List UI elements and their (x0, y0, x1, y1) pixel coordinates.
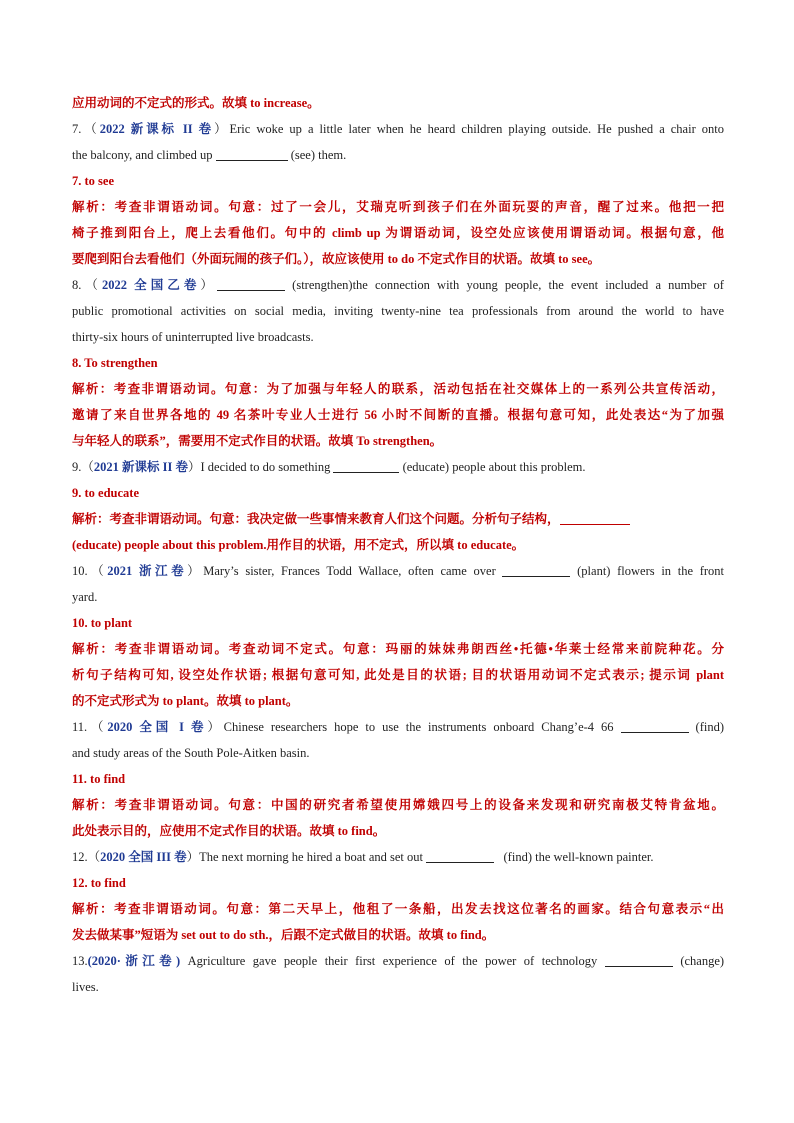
question-text: ）The next morning he hired a boat and set out (186, 850, 424, 864)
explanation-line: 解析：考查非谓语动词。句意：第二天早上，他租了一条船，出发去找这位著名的画家。结合句意表示“出 (72, 902, 724, 916)
explanation-line: 解析：考查非谓语动词。句意：为了加强与年轻人的联系，活动包括在社交媒体上的一系列公共宣传活动， (72, 382, 724, 396)
question-text: (plant) flowers in the front (577, 564, 724, 578)
question-source: 2022 全国乙卷 (102, 278, 201, 292)
explanation-line: 发去做某事”短语为 set out to do sth.，后跟不定式做目的状语。故填 to find。 (72, 928, 495, 942)
explanation-line: 此处表示目的，应使用不定式作目的状语。故填 to find。 (72, 824, 386, 838)
explanation-line: 解析：考查非谓语动词。句意：中国的研究者希望使用嫦娥四号上的设备来发现和研究南极艾特肯盆地。 (72, 798, 724, 812)
question-10 (72, 558, 724, 584)
question-number: 9.（ (72, 460, 94, 474)
explanation-line (72, 506, 724, 532)
question-number: 12.（ (72, 850, 101, 864)
question-text: Agriculture gave people their first experience of the power of technology (187, 954, 598, 968)
question-text: (find) (695, 720, 724, 734)
question-text: (educate) people about this problem. (402, 460, 586, 474)
question-number: 11.（ (72, 720, 108, 734)
answer-7: 7. to see (72, 174, 114, 188)
answer-blank (426, 849, 494, 863)
answer-11: 11. to find (72, 772, 126, 786)
answer-10: 10. to plant (72, 616, 133, 630)
question-text: (strengthen)the connection with young people, the event included a number of (292, 278, 724, 292)
answer-9: 9. to educate (72, 486, 139, 500)
question-source: 2022 新课标 II 卷 (99, 122, 215, 136)
question-source: 2020 全国 III 卷 (100, 850, 187, 864)
explanation-line: 的不定式形式为 to plant。故填 to plant。 (72, 694, 299, 708)
question-8-cont: thirty-six hours of uninterrupted live broadcasts. (72, 330, 314, 344)
question-text: ）Mary’s sister, Frances Todd Wallace, often came over (187, 564, 496, 578)
explanation-line: 解析：考查非谓语动词。句意：过了一会儿，艾瑞克听到孩子们在外面玩耍的声音，醒了过来。他把一把 (72, 200, 724, 214)
explanation-line: 析句子结构可知, 设空处作状语; 根据句意可知, 此处是目的状语; 目的状语用动词不定式表示; 提示词 plant (72, 668, 724, 682)
question-text: ） (200, 278, 217, 292)
question-source: (2020·浙江卷) (87, 954, 181, 968)
question-7 (72, 116, 724, 142)
question-number: 7.（ (72, 122, 100, 136)
answer-blank (502, 563, 570, 577)
answer-8: 8. To strengthen (72, 356, 158, 370)
answer-blank (333, 459, 399, 473)
answer-blank (560, 511, 630, 525)
question-text: ）Eric woke up a little later when he heard children playing outside. He pushed a chair onto (214, 122, 724, 136)
answer-blank (621, 719, 689, 733)
explanation-line: 解析：考查非谓语动词。考查动词不定式。句意：玛丽的妹妹弗朗西丝•托德•华莱士经常来前院种花。分 (72, 642, 724, 656)
question-source: 2021 新课标 II 卷 (93, 460, 188, 474)
question-8-cont: public promotional activities on social media, inviting twenty-nine tea professionals from around the world to have (72, 304, 724, 318)
question-10-cont: yard. (72, 590, 98, 604)
question-11-cont: and study areas of the South Pole-Aitken basin. (72, 746, 310, 760)
question-text: (find) the well-known painter. (503, 850, 654, 864)
question-9 (72, 454, 724, 480)
question-text: ）I decided to do something (188, 460, 331, 474)
question-source: 2021 浙江卷 (107, 564, 188, 578)
question-text: (see) them. (290, 148, 347, 162)
answer-12: 12. to find (72, 876, 126, 890)
question-13-cont: lives. (72, 980, 99, 994)
question-source: 2020 全国 I 卷 (107, 720, 208, 734)
answer-blank (605, 953, 673, 967)
question-number: 13. (72, 954, 88, 968)
question-8 (72, 272, 724, 298)
question-number: 8.（ (72, 278, 102, 292)
question-13 (72, 948, 724, 974)
document-page (72, 90, 724, 1000)
explanation-line: 要爬到阳台去看他们（外面玩闹的孩子们。），故应该使用 to do 不定式作目的状语。故填 to see。 (72, 252, 601, 266)
explanation-line: 应用动词的不定式的形式。故填 to increase。 (72, 96, 320, 110)
explanation-line: 与年轻人的联系”，需要用不定式作目的状语。故填 To strengthen。 (72, 434, 443, 448)
question-number: 10.（ (72, 564, 108, 578)
question-11 (72, 714, 724, 740)
question-12 (72, 844, 724, 870)
explanation-line: 椅子推到阳台上，爬上去看他们。句中的 climb up 为谓语动词，设空处应该使用谓语动词。根据句意，他 (72, 226, 724, 240)
explanation-line: 邀请了来自世界各地的 49 名茶叶专业人士进行 56 小时不间断的直播。根据句意可知，此处表达“为了加强 (72, 408, 724, 422)
explanation-text: 解析：考查非谓语动词。句意：我决定做一些事情来教育人们这个问题。分析句子结构， (72, 512, 560, 526)
question-text: (change) (680, 954, 724, 968)
question-text: ）Chinese researchers hope to use the instruments onboard Chang’e-4 66 (207, 720, 614, 734)
explanation-line: (educate) people about this problem.用作目的状语，用不定式，所以填 to educate。 (72, 538, 525, 552)
question-text: the balcony, and climbed up (72, 148, 213, 162)
question-7-cont (72, 142, 724, 168)
answer-blank (216, 147, 288, 161)
answer-blank (217, 277, 285, 291)
